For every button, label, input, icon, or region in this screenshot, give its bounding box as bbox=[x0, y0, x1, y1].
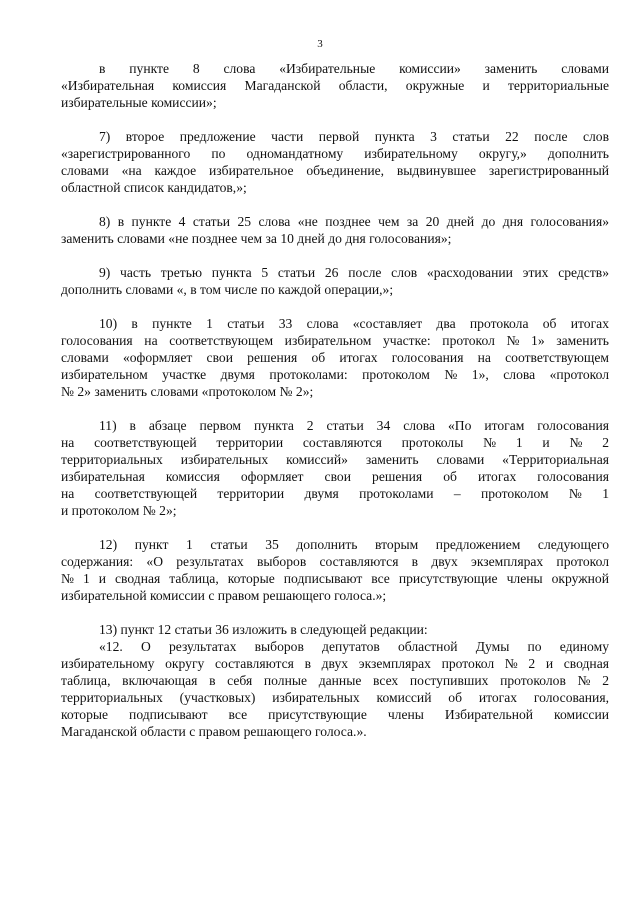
text-line: 11) в абзаце первом пункта 2 статьи 34 слова «По итогам голосования bbox=[99, 418, 609, 433]
paragraph-amendment-8-words bbox=[61, 60, 609, 111]
text-line: территориальных (участковых) избирательных комиссий об итогах голосования, bbox=[61, 690, 609, 705]
text-line: № 2» заменить словами «протоколом № 2»; bbox=[61, 384, 314, 399]
paragraph-item-12 bbox=[61, 536, 609, 604]
text-line: на соответствующей территории составляются протоколы № 1 и № 2 bbox=[61, 435, 609, 450]
text-line: 13) пункт 12 статьи 36 изложить в следующей редакции: bbox=[99, 622, 428, 637]
text-line: избирательной комиссии с правом решающего голоса.»; bbox=[61, 588, 387, 603]
text-line: которые подписывают все присутствующие члены Избирательной комиссии bbox=[61, 707, 609, 722]
paragraph-item-8 bbox=[61, 213, 609, 247]
text-line: избирательном участке двумя протоколами: протоколом № 1», слова «протокол bbox=[61, 367, 609, 382]
text-line: в пункте 8 слова «Избирательные комиссии» заменить словами bbox=[99, 61, 609, 76]
paragraph-item-11 bbox=[61, 417, 609, 519]
page-number: 3 bbox=[317, 38, 323, 50]
paragraph-quoted-item-12 bbox=[61, 638, 609, 740]
text-line: «12. О результатах выборов депутатов областной Думы по единому bbox=[99, 639, 609, 654]
text-line: «зарегистрированного по одномандатному избирательному округу,» дополнить bbox=[61, 146, 609, 161]
text-line: и протоколом № 2»; bbox=[61, 503, 177, 518]
text-line: 10) в пункте 1 статьи 33 слова «составляет два протокола об итогах bbox=[99, 316, 609, 331]
text-line: территориальных избирательных комиссий» заменить словами «Территориальная bbox=[61, 452, 609, 467]
paragraph-item-7 bbox=[61, 128, 609, 196]
text-line: избирательные комиссии»; bbox=[61, 95, 217, 110]
text-line: избирательная комиссия оформляет свои решения об итогах голосования bbox=[61, 469, 609, 484]
text-line: словами «оформляет свои решения об итогах голосования на соответствующем bbox=[61, 350, 609, 365]
text-line: избирательному округу составляются в двух экземплярах протокол № 2 и сводная bbox=[61, 656, 609, 671]
text-line: 12) пункт 1 статьи 35 дополнить вторым предложением следующего bbox=[99, 537, 609, 552]
document-body bbox=[61, 60, 609, 740]
text-line: 7) второе предложение части первой пункта 3 статьи 22 после слов bbox=[99, 129, 609, 144]
text-line: 9) часть третью пункта 5 статьи 26 после слов «расходовании этих средств» bbox=[99, 265, 609, 280]
text-line: содержания: «О результатах выборов составляются в двух экземплярах протокол bbox=[61, 554, 609, 569]
text-line: таблица, включающая в себя полные данные всех поступивших протоколов № 2 bbox=[61, 673, 609, 688]
text-line: 8) в пункте 4 статьи 25 слова «не позднее чем за 20 дней до дня голосования» bbox=[99, 214, 609, 229]
text-line: заменить словами «не позднее чем за 10 дней до дня голосования»; bbox=[61, 231, 452, 246]
text-line: на соответствующей территории двумя протоколами – протоколом № 1 bbox=[61, 486, 609, 501]
text-line: областной список кандидатов,»; bbox=[61, 180, 247, 195]
text-line: «Избирательная комиссия Магаданской области, окружные и территориальные bbox=[61, 78, 609, 93]
text-line: дополнить словами «, в том числе по каждой операции,»; bbox=[61, 282, 394, 297]
text-line: голосования на соответствующем избирательном участке: протокол № 1» заменить bbox=[61, 333, 609, 348]
text-line: Магаданской области с правом решающего голоса.». bbox=[61, 724, 367, 739]
paragraph-item-13 bbox=[61, 621, 609, 638]
text-line: словами «на каждое избирательное объединение, выдвинувшее зарегистрированный bbox=[61, 163, 609, 178]
paragraph-item-10 bbox=[61, 315, 609, 400]
text-line: № 1 и сводная таблица, которые подписывают все присутствующие члены окружной bbox=[61, 571, 609, 586]
paragraph-item-9 bbox=[61, 264, 609, 298]
